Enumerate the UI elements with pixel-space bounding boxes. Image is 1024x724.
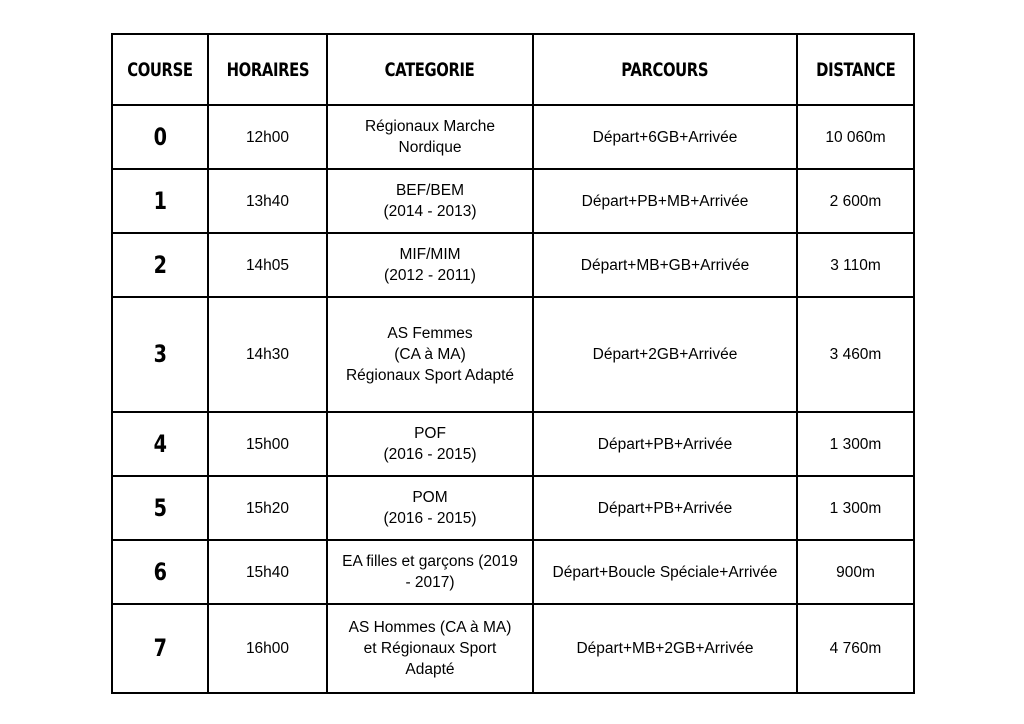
course-number: 3 xyxy=(112,297,208,412)
categorie-cell: EA filles et garçons (2019 - 2017) xyxy=(327,540,533,604)
parcours-cell: Départ+PB+MB+Arrivée xyxy=(533,169,797,233)
header-course: COURSE xyxy=(112,34,208,105)
distance-cell: 4 760m xyxy=(797,604,914,693)
horaire-cell: 15h40 xyxy=(208,540,327,604)
distance-cell: 1 300m xyxy=(797,476,914,540)
course-number: 0 xyxy=(112,105,208,169)
table-row xyxy=(112,169,914,233)
course-number: 4 xyxy=(112,412,208,476)
table-row xyxy=(112,540,914,604)
categorie-cell: BEF/BEM (2014 - 2013) xyxy=(327,169,533,233)
parcours-cell: Départ+PB+Arrivée xyxy=(533,476,797,540)
course-number: 7 xyxy=(112,604,208,693)
table-row xyxy=(112,233,914,297)
parcours-cell: Départ+Boucle Spéciale+Arrivée xyxy=(533,540,797,604)
course-number: 1 xyxy=(112,169,208,233)
table-row xyxy=(112,105,914,169)
horaire-cell: 16h00 xyxy=(208,604,327,693)
course-number: 6 xyxy=(112,540,208,604)
horaire-cell: 15h00 xyxy=(208,412,327,476)
categorie-cell: MIF/MIM (2012 - 2011) xyxy=(327,233,533,297)
horaire-cell: 15h20 xyxy=(208,476,327,540)
categorie-cell: POM (2016 - 2015) xyxy=(327,476,533,540)
categorie-cell: AS Femmes (CA à MA) Régionaux Sport Adapté xyxy=(327,297,533,412)
parcours-cell: Départ+PB+Arrivée xyxy=(533,412,797,476)
header-horaires: HORAIRES xyxy=(208,34,327,105)
table-row xyxy=(112,604,914,693)
horaire-cell: 14h05 xyxy=(208,233,327,297)
distance-cell: 3 460m xyxy=(797,297,914,412)
table-row xyxy=(112,476,914,540)
course-number: 2 xyxy=(112,233,208,297)
header-distance: DISTANCE xyxy=(797,34,914,105)
categorie-cell: Régionaux Marche Nordique xyxy=(327,105,533,169)
distance-cell: 1 300m xyxy=(797,412,914,476)
categorie-cell: POF (2016 - 2015) xyxy=(327,412,533,476)
distance-cell: 900m xyxy=(797,540,914,604)
table-row xyxy=(112,297,914,412)
parcours-cell: Départ+2GB+Arrivée xyxy=(533,297,797,412)
distance-cell: 10 060m xyxy=(797,105,914,169)
header-parcours: PARCOURS xyxy=(533,34,797,105)
distance-cell: 3 110m xyxy=(797,233,914,297)
horaire-cell: 12h00 xyxy=(208,105,327,169)
parcours-cell: Départ+MB+GB+Arrivée xyxy=(533,233,797,297)
table-row xyxy=(112,412,914,476)
course-number: 5 xyxy=(112,476,208,540)
categorie-cell: AS Hommes (CA à MA) et Régionaux Sport Adapté xyxy=(327,604,533,693)
horaire-cell: 13h40 xyxy=(208,169,327,233)
distance-cell: 2 600m xyxy=(797,169,914,233)
header-row xyxy=(112,34,914,105)
parcours-cell: Départ+6GB+Arrivée xyxy=(533,105,797,169)
horaire-cell: 14h30 xyxy=(208,297,327,412)
race-schedule-table xyxy=(111,33,915,694)
header-categorie: CATEGORIE xyxy=(327,34,533,105)
parcours-cell: Départ+MB+2GB+Arrivée xyxy=(533,604,797,693)
